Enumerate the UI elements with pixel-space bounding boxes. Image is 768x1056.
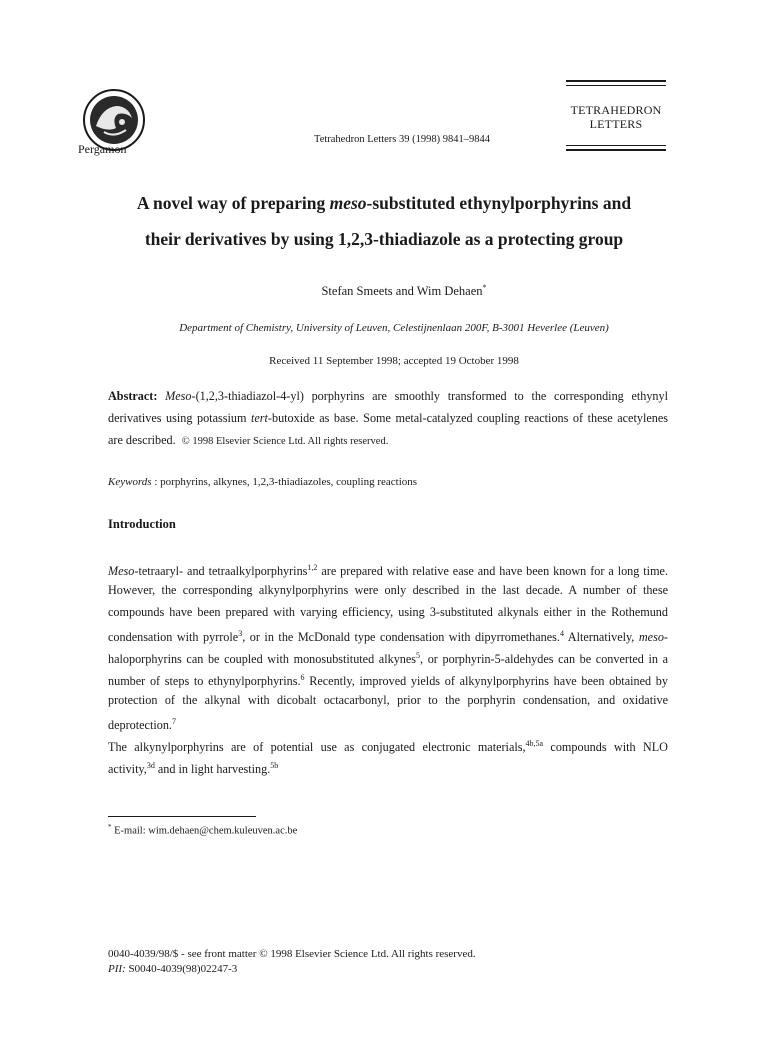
journal-name: TETRAHEDRON — [570, 103, 662, 117]
keywords: Keywords : porphyrins, alkynes, 1,2,3-thiadiazoles, coupling reactions — [108, 476, 418, 488]
affiliation: Department of Chemistry, University of Leuven, Celestijnenlaan 200F, B-3001 Heverlee (Leuven) — [179, 322, 609, 334]
publisher-name: Pergamon — [78, 142, 127, 156]
pii-line: PII: S0040-4039(98)02247-3 — [108, 963, 238, 975]
journal-name: LETTERS — [589, 117, 643, 131]
paper-title: A novel way of preparing meso-substituted ethynylporphyrins and — [136, 193, 632, 213]
issn-line: 0040-4039/98/$ - see front matter © 1998 Elsevier Science Ltd. All rights reserved. — [108, 948, 476, 960]
abstract: Abstract: Meso-(1,2,3-thiadiazol-4-yl) porphyrins are smoothly transformed to the corresponding ethynyl derivatives using potassium tert-butoxide as base. Some metal-catalyzed coupling reactions of these acetylenes are described. © 1998 Elsevier Science Ltd. All rights reserved. — [108, 389, 668, 447]
section-heading: Introduction — [108, 517, 176, 531]
authors: Stefan Smeets and Wim Dehaen* — [321, 283, 487, 299]
journal-citation: Tetrahedron Letters 39 (1998) 9841–9844 — [314, 134, 490, 145]
header-rule — [566, 149, 666, 151]
header-rule — [566, 85, 666, 86]
paper-title: their derivatives by using 1,2,3-thiadiazole as a protecting group — [144, 229, 624, 249]
header-rule — [566, 145, 666, 146]
footnote-rule — [108, 816, 256, 817]
header-rule — [566, 80, 666, 82]
footnote: * E-mail: wim.dehaen@chem.kuleuven.ac.be — [108, 823, 298, 837]
introduction-paragraph: Meso-tetraaryl- and tetraalkylporphyrins$^{1,2}$ are prepared with relative ease and have been known for a long time. However, the corresponding alkynylporphyrins were only described in the last decade. A number of these compounds have been prepared with varying efficiency, using 3-substituted alkynals either in the Rothemund condensation with pyrrole$^3$, or in the McDonald type condensation with dipyrromethanes.$^4$ Alternatively, meso- haloporphyrins can be coupled with monosubstituted alkynes$^5$, or porphyrin-5-aldehydes can be converted in a number of steps to ethynylporphyrins.$^6$ Recently, improved yields of alkynylporphyrins have been obtained by protection of the alkynal with dicobalt octacarbonyl, prior to the porphyrin condensation, and oxidative deprotection.$^7$ The alkynylporphyrins are of potential use as conjugated electronic materials,$^{4b,5a}$ compounds with NLO activity,$^{3d}$ and in light harvesting.$^{5b}$ — [108, 563, 669, 777]
received-dates: Received 11 September 1998; accepted 19 October 1998 — [269, 355, 519, 367]
